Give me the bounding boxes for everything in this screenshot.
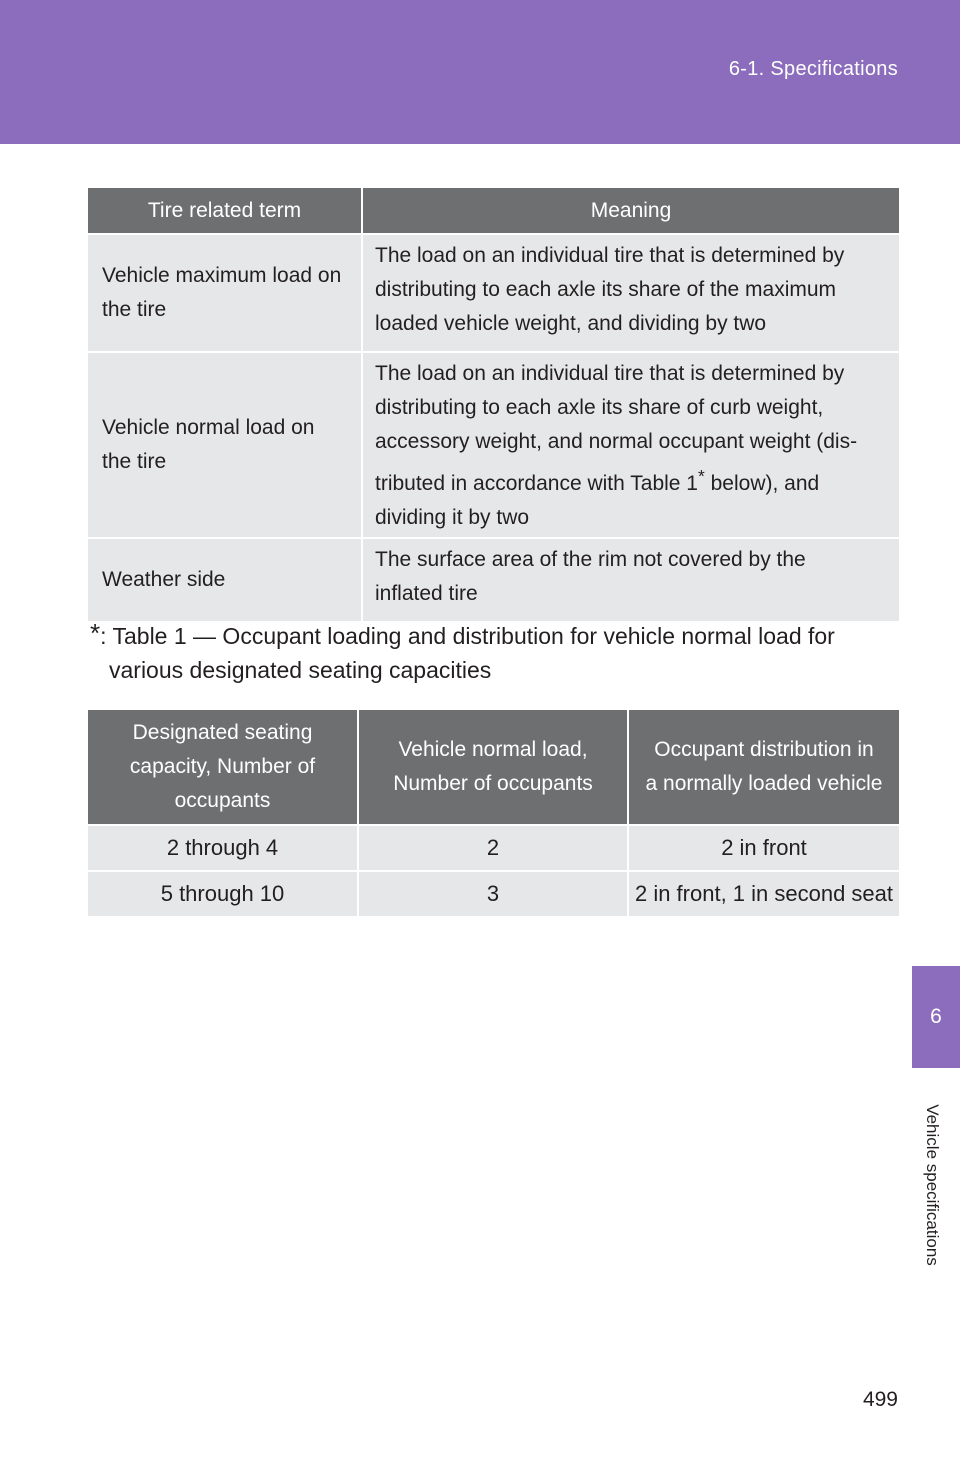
chapter-number: 6 — [930, 1005, 942, 1028]
table-header-row — [88, 188, 899, 234]
footnote-line — [90, 616, 900, 653]
table-header-row — [88, 710, 899, 825]
term-text: the tire — [102, 298, 167, 321]
chapter-label — [918, 1080, 946, 1290]
table-cell: 2 through 4 — [88, 825, 358, 871]
tire-terms-table — [88, 188, 899, 621]
column-header-occupant-distribution — [628, 710, 899, 825]
meaning-text: The load on an individual tire that is determined by — [375, 362, 845, 385]
column-header-seating-capacity — [88, 710, 358, 825]
column-header-meaning: Meaning — [362, 188, 899, 234]
meaning-text: The surface area of the rim not covered by the — [375, 548, 806, 571]
meaning-text: loaded vehicle weight, and dividing by two — [375, 312, 767, 335]
meaning-text: dividing it by two — [375, 506, 530, 529]
meaning-text: tributed in accordance with Table 1 — [375, 472, 698, 495]
occupant-loading-table — [88, 710, 899, 916]
header-text: Number of occupants — [393, 772, 593, 795]
term-cell — [88, 538, 362, 621]
table-cell: 3 — [358, 871, 628, 916]
term-text: the tire — [102, 450, 167, 473]
term-text: Vehicle maximum load on — [102, 264, 342, 287]
table-row — [88, 234, 899, 352]
section-title: 6-1. Specifications — [728, 58, 898, 80]
meaning-text: distributing to each axle its share of the maximum — [375, 278, 837, 301]
header-band — [0, 0, 960, 144]
header-text: Designated seating — [132, 721, 313, 744]
column-header-normal-load — [358, 710, 628, 825]
meaning-text: The load on an individual tire that is determined by — [375, 244, 845, 267]
footnote-line: various designated seating capacities — [109, 657, 492, 683]
column-header-term: Tire related term — [88, 188, 362, 234]
header-text: capacity, Number of — [129, 755, 316, 778]
table-cell: 2 in front, 1 in second seat — [628, 871, 899, 916]
meaning-text: accessory weight, and normal occupant weight (dis- — [375, 430, 858, 453]
term-text: Weather side — [102, 568, 226, 591]
page-number: 499 — [862, 1388, 898, 1411]
table-row — [88, 825, 899, 871]
meaning-text: below), and — [704, 472, 820, 495]
chapter-tab[interactable] — [912, 966, 960, 1068]
table-row — [88, 871, 899, 916]
footnote-text: : Table 1 — Occupant loading and distribution for vehicle normal load for — [100, 623, 835, 649]
table-cell: 5 through 10 — [88, 871, 358, 916]
meaning-text: inflated tire — [375, 582, 478, 605]
meaning-cell — [362, 538, 899, 621]
header-text: Vehicle normal load, — [398, 738, 588, 761]
footnote-reference: * — [697, 466, 705, 486]
term-cell — [88, 352, 362, 538]
footnote-marker: * — [90, 618, 101, 648]
chapter-label-text: Vehicle specifications — [923, 1104, 942, 1266]
header-text: occupants — [174, 789, 271, 812]
table-footnote — [90, 616, 900, 687]
meaning-text: distributing to each axle its share of curb weight, — [375, 396, 824, 419]
meaning-cell — [362, 352, 899, 538]
header-text: Occupant distribution in — [654, 738, 874, 761]
meaning-cell — [362, 234, 899, 352]
term-text: Vehicle normal load on — [102, 416, 315, 439]
table-row — [88, 538, 899, 621]
term-cell — [88, 234, 362, 352]
table-cell: 2 in front — [628, 825, 899, 871]
header-text: a normally loaded vehicle — [645, 772, 883, 795]
table-row — [88, 352, 899, 538]
table-cell: 2 — [358, 825, 628, 871]
